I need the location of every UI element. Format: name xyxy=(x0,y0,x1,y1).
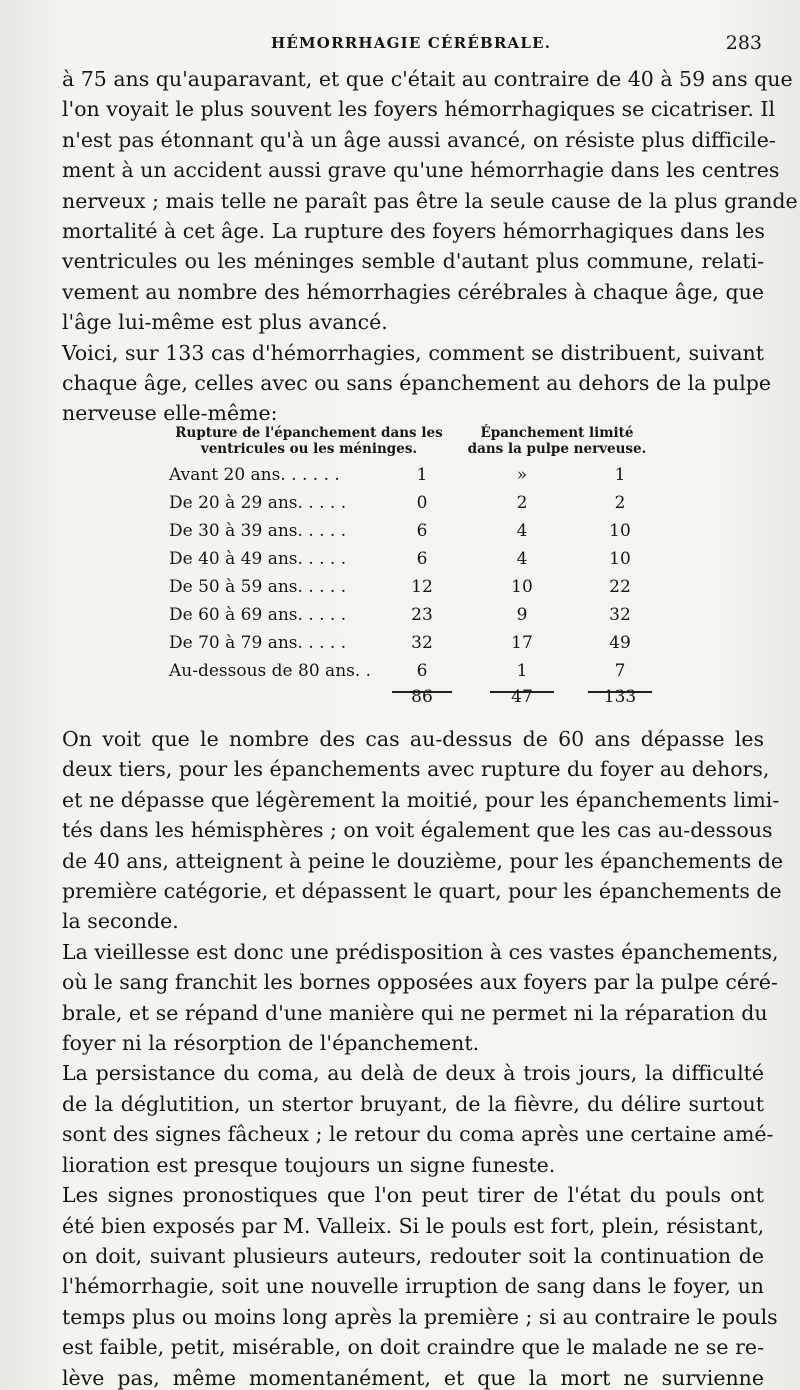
total-value: 2 xyxy=(614,493,626,513)
paragraph-1 xyxy=(62,64,798,338)
text-line: La persistance du coma, au delà de deux à trois jours, la difficulté xyxy=(62,1061,764,1086)
table-row xyxy=(62,633,762,661)
grand-total: 133 xyxy=(603,687,637,707)
limite-value: 10 xyxy=(511,577,533,597)
age-label: Avant 20 ans. . . . . . xyxy=(169,465,340,485)
text-line: nerveuse elle-même: xyxy=(62,401,278,426)
limite-value: 4 xyxy=(516,521,528,541)
text-line: est faible, petit, misérable, on doit craindre que le malade ne se re- xyxy=(62,1335,764,1360)
table-row xyxy=(62,493,762,521)
total-value: 7 xyxy=(614,661,626,681)
column-header-limite: Épanchement limité dans la pulpe nerveuse. xyxy=(467,425,647,457)
page-number: 283 xyxy=(725,32,762,54)
paragraph-6 xyxy=(62,1180,778,1390)
body-text-continued xyxy=(62,724,784,1390)
page-header xyxy=(64,30,762,60)
limite-value: 4 xyxy=(516,549,528,569)
text-line: Les signes pronostiques que l'on peut tirer de l'état du pouls ont xyxy=(62,1183,764,1208)
age-label: De 70 à 79 ans. . . . . xyxy=(169,633,347,653)
total-value: 10 xyxy=(609,549,631,569)
total-value: 22 xyxy=(609,577,631,597)
rupture-value: 6 xyxy=(416,661,428,681)
text-line: Voici, sur 133 cas d'hémorrhagies, comment se distribuent, suivant xyxy=(62,340,764,365)
limite-total: 47 xyxy=(511,687,533,707)
text-line: de la déglutition, un stertor bruyant, de la fièvre, du délire surtout xyxy=(62,1091,764,1116)
table-row xyxy=(62,605,762,633)
text-line: tés dans les hémisphères ; on voit également que les cas au-dessous xyxy=(62,818,773,843)
age-label: De 60 à 69 ans. . . . . xyxy=(169,605,347,625)
text-line: et ne dépasse que légèrement la moitié, pour les épanchements limi- xyxy=(62,787,780,812)
statistics-table xyxy=(62,421,762,711)
text-line: On voit que le nombre des cas au-dessus de 60 ans dépasse les xyxy=(62,727,764,751)
text-line: vement au nombre des hémorrhagies cérébrales à chaque âge, que xyxy=(62,279,764,304)
text-line: lioration est presque toujours un signe funeste. xyxy=(62,1152,556,1177)
table-row xyxy=(62,521,762,549)
total-value: 32 xyxy=(609,605,631,625)
text-line: nerveux ; mais telle ne paraît pas être la seule cause de la plus grande xyxy=(62,188,798,213)
limite-value: 17 xyxy=(511,633,533,653)
text-line: où le sang franchit les bornes opposées aux foyers par la pulpe céré- xyxy=(62,970,778,995)
paragraph-4 xyxy=(62,937,779,1059)
text-line: on doit, suivant plusieurs auteurs, redouter soit la continuation de xyxy=(62,1243,764,1268)
age-label: De 30 à 39 ans. . . . . xyxy=(169,521,347,541)
text-line: l'âge lui-même est plus avancé. xyxy=(62,310,388,335)
rupture-value: 0 xyxy=(416,493,428,513)
rupture-value: 32 xyxy=(411,633,433,653)
text-line: brale, et se répand d'une manière qui ne permet ni la réparation du xyxy=(62,1000,768,1025)
body-text xyxy=(62,64,798,429)
paragraph-5 xyxy=(62,1058,774,1180)
text-line: ment à un accident aussi grave qu'une hémorrhagie dans les centres xyxy=(62,158,780,183)
column-header-rupture: Rupture de l'épanchement dans les ventricules ou les méninges. xyxy=(175,425,443,457)
table-row xyxy=(62,577,762,605)
text-line: ventricules ou les méninges semble d'autant plus commune, relati- xyxy=(62,249,764,274)
running-title: HÉMORRHAGIE CÉRÉBRALE. xyxy=(271,34,552,52)
limite-value: 1 xyxy=(516,661,528,681)
table-row xyxy=(62,549,762,577)
table-totals-row xyxy=(62,687,762,715)
text-line: foyer ni la résorption de l'épanchement. xyxy=(62,1031,480,1056)
text-line: n'est pas étonnant qu'à un âge aussi avancé, on résiste plus difficile- xyxy=(62,127,776,152)
text-line: La vieillesse est donc une prédisposition à ces vastes épanchements, xyxy=(62,939,779,964)
text-line: de 40 ans, atteignent à peine le douzième, pour les épanchements de xyxy=(62,848,784,873)
text-line: deux tiers, pour les épanchements avec rupture du foyer au dehors, xyxy=(62,757,770,782)
text-line: première catégorie, et dépassent le quart, pour les épanchements de xyxy=(62,879,782,904)
paragraph-2 xyxy=(62,338,772,429)
rupture-value: 6 xyxy=(416,521,428,541)
text-line: été bien exposés par M. Valleix. Si le pouls est fort, plein, résistant, xyxy=(62,1213,765,1238)
rupture-value: 23 xyxy=(411,605,433,625)
rupture-value: 6 xyxy=(416,549,428,569)
table-row xyxy=(62,465,762,493)
paragraph-3 xyxy=(62,724,784,937)
total-value: 49 xyxy=(609,633,631,653)
age-label: Au-dessous de 80 ans. . xyxy=(169,661,372,681)
age-label: De 50 à 59 ans. . . . . xyxy=(169,577,347,597)
text-line: la seconde. xyxy=(62,909,179,934)
table-row xyxy=(62,661,762,689)
text-line: temps plus ou moins long après la première ; si au contraire le pouls xyxy=(62,1304,778,1329)
text-line: lève pas, même momentanément, et que la mort ne survienne xyxy=(62,1365,764,1390)
age-label: De 20 à 29 ans. . . . . xyxy=(169,493,347,513)
text-line: chaque âge, celles avec ou sans épanchement au dehors de la pulpe xyxy=(62,371,772,396)
rupture-value: 1 xyxy=(416,465,428,485)
limite-value: 9 xyxy=(516,605,528,625)
limite-value: » xyxy=(516,465,528,485)
text-line: à 75 ans qu'auparavant, et que c'était au contraire de 40 à 59 ans que xyxy=(62,67,793,91)
age-label: De 40 à 49 ans. . . . . xyxy=(169,549,347,569)
text-line: sont des signes fâcheux ; le retour du coma après une certaine amé- xyxy=(62,1122,774,1147)
rupture-value: 12 xyxy=(411,577,433,597)
text-line: l'on voyait le plus souvent les foyers hémorrhagiques se cicatriser. Il xyxy=(62,97,776,122)
total-value: 10 xyxy=(609,521,631,541)
total-value: 1 xyxy=(614,465,626,485)
text-line: l'hémorrhagie, soit une nouvelle irruption de sang dans le foyer, un xyxy=(62,1274,764,1299)
rupture-total: 86 xyxy=(411,687,433,707)
limite-value: 2 xyxy=(516,493,528,513)
text-line: mortalité à cet âge. La rupture des foyers hémorrhagiques dans les xyxy=(62,219,765,244)
